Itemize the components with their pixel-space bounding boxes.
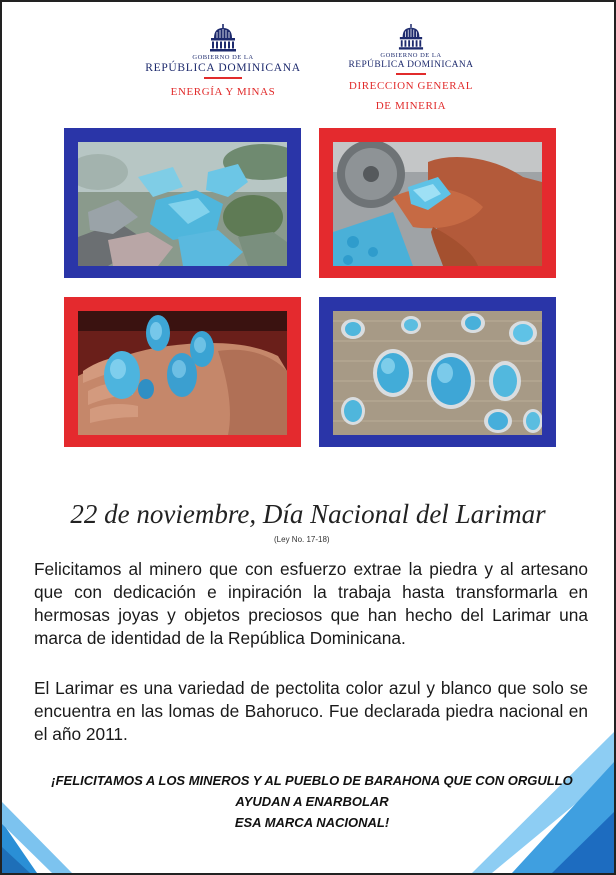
photo-raw-larimar-stones <box>64 128 301 278</box>
gobierno-label: GOBIERNO DE LA <box>192 54 254 61</box>
department-label-line2: DE MINERIA <box>375 100 447 112</box>
raw-larimar-illustration <box>78 142 287 266</box>
logo-energia-y-minas <box>130 24 316 98</box>
republica-label: REPÚBLICA DOMINICANA <box>348 60 474 70</box>
artisan-cutting-illustration <box>333 142 542 266</box>
department-label-line1: DIRECCION GENERAL <box>348 80 474 92</box>
closing-line-3: ESA MARCA NACIONAL! <box>234 815 390 830</box>
photo-larimar-jewelry <box>319 297 556 447</box>
paragraph-larimar-description: El Larimar es una variedad de pectolita color azul y blanco que solo se encuentra en las lomas de Bahoruco. Fue declarada piedra nacional en el año 2011. <box>34 678 588 744</box>
logo-divider <box>396 73 426 75</box>
republica-label: REPÚBLICA DOMINICANA <box>145 62 301 74</box>
closing-line-1: ¡FELICITAMOS A LOS MINEROS Y AL PUEBLO DE BARAHONA QUE CON ORGULLO <box>51 773 573 788</box>
government-seal-icon <box>208 24 238 52</box>
photo-artisan-cutting <box>319 128 556 278</box>
paragraph-congratulations: Felicitamos al minero que con esfuerzo extrae la piedra y al artesano que con dedicación e inpiración la trabaja hasta transformarla en hermosas joyas y objetos preciosos que han hecho del Larimar una marca de identidad de la República Dominicana. <box>34 559 588 648</box>
closing-line-2: AYUDAN A ENARBOLAR <box>235 794 389 809</box>
law-reference: (Ley No. 17-18) <box>274 535 330 544</box>
larimar-jewelry-illustration <box>333 311 542 435</box>
page-title: 22 de noviembre, Día Nacional del Larimar <box>70 499 546 529</box>
photo-hand-polished-larimar <box>64 297 301 447</box>
department-label: ENERGÍA Y MINAS <box>170 86 276 98</box>
logo-direccion-mineria <box>334 24 488 112</box>
logo-divider <box>204 77 242 79</box>
hand-larimar-illustration <box>78 311 287 435</box>
government-seal-icon <box>397 24 425 50</box>
gobierno-label: GOBIERNO DE LA <box>380 52 442 59</box>
closing-message <box>42 770 582 833</box>
